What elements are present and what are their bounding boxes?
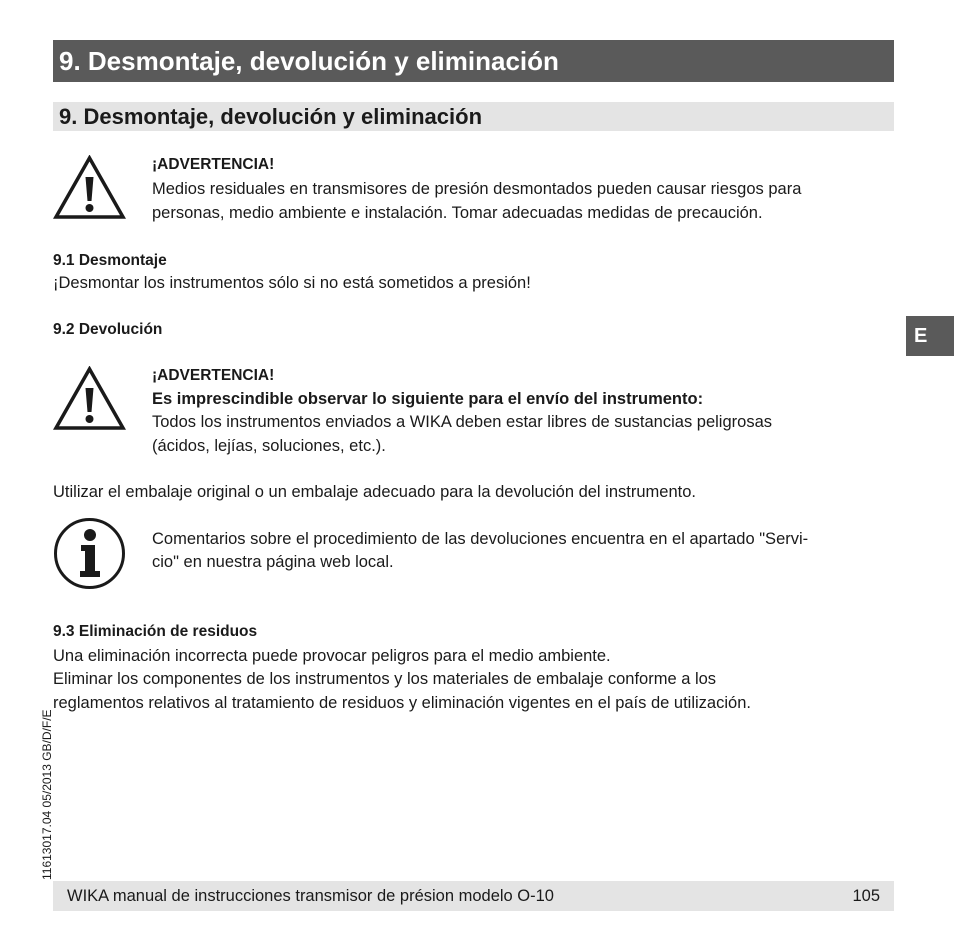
warning-text-line: (ácidos, lejías, soluciones, etc.). <box>152 437 386 455</box>
subsection-heading-desmontaje: 9.1 Desmontaje <box>53 252 167 269</box>
body-text: Eliminar los componentes de los instrumentos y los materiales de embalaje conforme a los <box>53 670 717 688</box>
warning-text-line: Medios residuales en transmisores de presión desmontados pueden causar riesgos para <box>152 180 802 198</box>
warning-text-line: personas, medio ambiente e instalación. Tomar adecuadas medidas de precaución. <box>152 204 763 222</box>
footer-title: WIKA manual de instrucciones transmisor de présion modelo O-10 <box>67 887 554 905</box>
body-text: Una eliminación incorrecta puede provocar peligros para el medio ambiente. <box>53 647 611 665</box>
warning-heading: ¡ADVERTENCIA! <box>152 156 275 173</box>
info-text-line: Comentarios sobre el procedimiento de las devoluciones encuentra en el apartado "Servi- <box>152 530 809 548</box>
chapter-title: 9. Desmontaje, devolución y eliminación <box>53 40 894 82</box>
section-title: 9. Desmontaje, devolución y eliminación <box>53 102 894 131</box>
warning-triangle-icon <box>53 155 126 220</box>
warning-heading: ¡ADVERTENCIA! <box>152 367 275 384</box>
document-code: 11613017.04 05/2013 GB/D/F/E <box>40 709 54 880</box>
subsection-heading-eliminacion: 9.3 Eliminación de residuos <box>53 623 258 640</box>
warning-bold-line: Es imprescindible observar lo siguiente para el envío del instrumento: <box>152 390 704 408</box>
body-text: reglamentos relativos al tratamiento de residuos y eliminación vigentes en el país de utilización. <box>53 694 751 712</box>
language-tab: E <box>906 316 954 356</box>
body-text: Utilizar el embalaje original o un embalaje adecuado para la devolución del instrumento. <box>53 483 696 501</box>
page-footer <box>53 881 894 911</box>
info-text-line: cio" en nuestra página web local. <box>152 553 394 571</box>
warning-text-line: Todos los instrumentos enviados a WIKA deben estar libres de sustancias peligrosas <box>152 413 772 431</box>
page-number: 105 <box>852 887 880 905</box>
subsection-heading-devolucion: 9.2 Devolución <box>53 321 163 338</box>
info-icon <box>53 517 126 590</box>
body-text: ¡Desmontar los instrumentos sólo si no está sometidos a presión! <box>53 274 531 292</box>
warning-triangle-icon <box>53 366 126 431</box>
